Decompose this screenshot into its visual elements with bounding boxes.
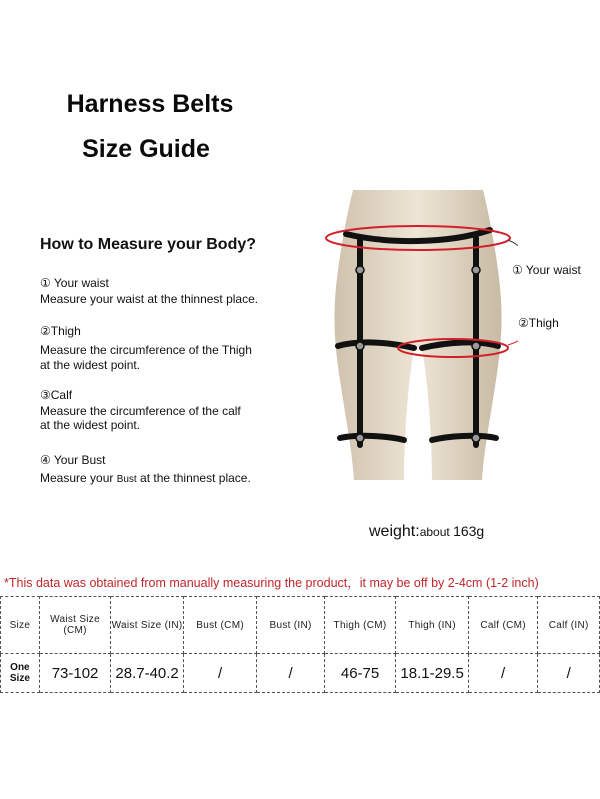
callout-waist: ① Your waist	[512, 263, 581, 277]
header-thigh-in: Thigh (IN)	[396, 597, 469, 654]
cell-thigh-cm: 46-75	[324, 654, 396, 693]
calf-item-desc-line2: at the widest point.	[40, 418, 141, 432]
measure-heading: How to Measure your Body?	[40, 236, 257, 253]
size-table-header-row	[1, 597, 600, 654]
cell-waist-in: 28.7-40.2	[111, 654, 184, 693]
waist-item-title: ① Your waist	[40, 276, 109, 290]
header-thigh-cm: Thigh (CM)	[324, 597, 396, 654]
measurement-note: *This data was obtained from manually measuring the product，it may be off by 2-4cm (1-2 inch)	[4, 576, 539, 590]
thigh-item-desc-line2: at the widest point.	[40, 358, 141, 372]
thigh-item-title: ②Thigh	[40, 324, 81, 338]
page-title-line1: Harness Belts	[66, 90, 234, 118]
weight-label: weight:	[369, 523, 420, 540]
header-size: Size	[1, 597, 40, 654]
calf-item-desc-line1: Measure the circumference of the calf	[40, 404, 241, 418]
header-calf-in: Calf (IN)	[538, 597, 600, 654]
weight-value: 163g	[453, 523, 485, 539]
bust-item-desc	[40, 471, 251, 487]
harness-mannequin-illustration	[318, 180, 518, 480]
page-title-line2: Size Guide	[82, 135, 210, 163]
bust-desc-mid: Bust	[116, 474, 137, 485]
bust-desc-suffix: at the thinnest place.	[136, 471, 251, 485]
cell-thigh-in: 18.1-29.5	[396, 654, 469, 693]
header-bust-in: Bust (IN)	[257, 597, 324, 654]
cell-bust-in: /	[257, 654, 324, 693]
cell-calf-cm: /	[468, 654, 538, 693]
weight-info	[369, 523, 484, 541]
bust-desc-prefix: Measure your	[40, 471, 117, 485]
cell-calf-in: /	[538, 654, 600, 693]
callout-thigh: ②Thigh	[518, 316, 559, 330]
weight-about: about	[419, 525, 454, 539]
header-bust-cm: Bust (CM)	[183, 597, 256, 654]
header-waist-in: Waist Size (IN)	[111, 597, 184, 654]
calf-item-title: ③Calf	[40, 388, 73, 402]
header-waist-cm: Waist Size (CM)	[39, 597, 111, 654]
bust-item-title: ④ Your Bust	[40, 453, 106, 467]
table-row	[1, 654, 600, 693]
header-calf-cm: Calf (CM)	[468, 597, 538, 654]
cell-bust-cm: /	[183, 654, 256, 693]
thigh-item-desc-line1: Measure the circumference of the Thigh	[40, 343, 252, 357]
cell-size: One Size	[1, 654, 40, 693]
size-table	[0, 596, 600, 693]
waist-item-desc: Measure your waist at the thinnest place.	[40, 292, 259, 306]
cell-waist-cm: 73-102	[39, 654, 111, 693]
